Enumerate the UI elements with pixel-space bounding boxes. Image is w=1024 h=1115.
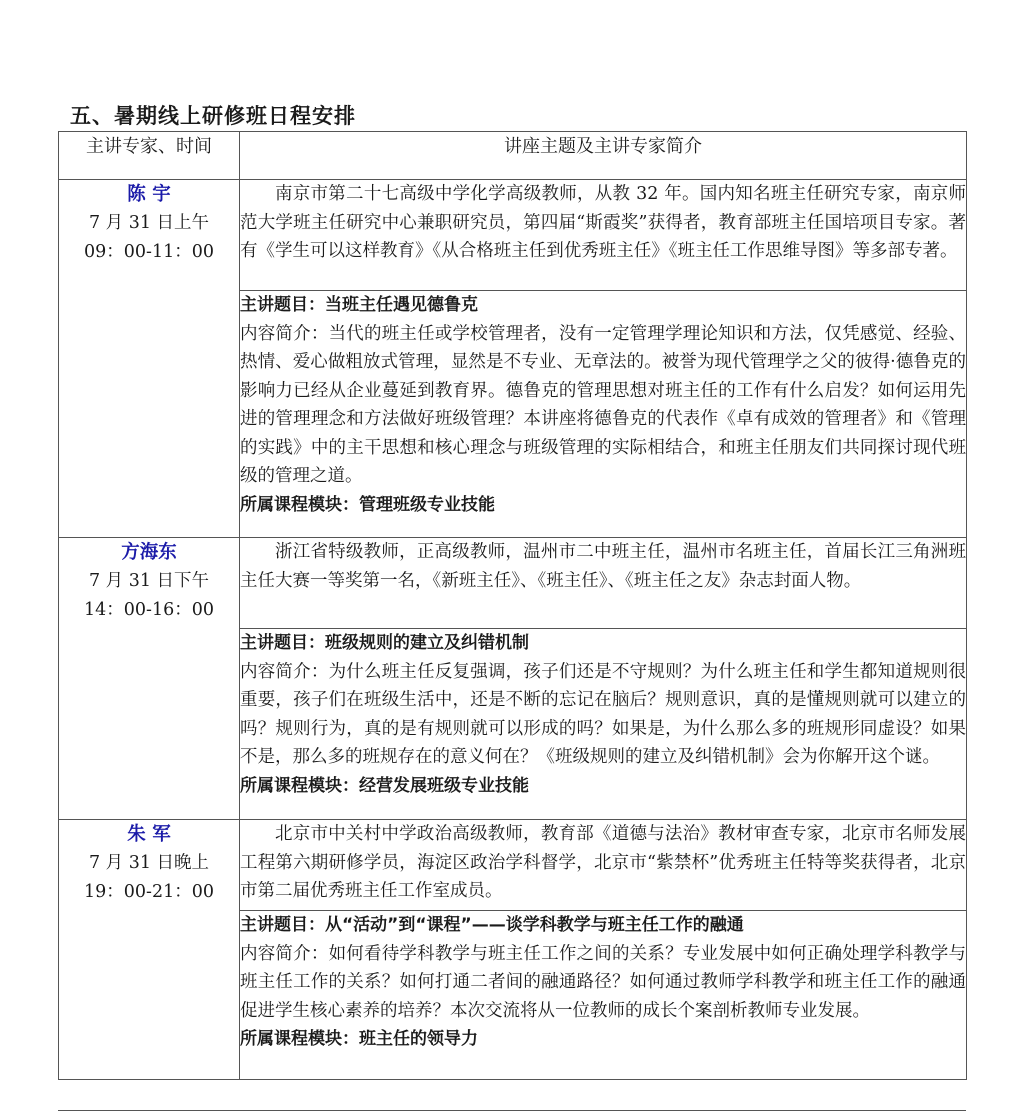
session-time: 19：00-21：00 (84, 882, 214, 902)
session-date: 7 月 31 日下午 (88, 571, 210, 591)
topic-title: 班级规则的建立及纠错机制 (325, 633, 529, 653)
intro-label: 内容简介： (240, 661, 329, 682)
topic-title: 当班主任遇见德鲁克 (325, 295, 478, 315)
topic-title: 从“活动”到“课程”——谈学科教学与班主任工作的融通 (325, 915, 744, 935)
header-expert-time: 主讲专家、时间 (59, 132, 240, 180)
header-topic-intro: 讲座主题及主讲专家简介 (240, 132, 967, 180)
intro-line (240, 320, 966, 491)
module-label: 所属课程模块： (240, 775, 359, 796)
table-header-row (59, 132, 967, 180)
expert-bio-cell (240, 538, 967, 629)
intro-label: 内容简介： (240, 323, 329, 344)
topic-label: 主讲题目： (240, 295, 325, 315)
module-line (240, 772, 966, 801)
module-name: 班主任的领导力 (359, 1029, 478, 1049)
module-line (240, 1025, 966, 1054)
topic-label: 主讲题目： (240, 633, 325, 653)
topic-cell (240, 911, 967, 1080)
expert-name: 朱 军 (127, 824, 171, 845)
session-date: 7 月 31 日上午 (88, 213, 210, 233)
intro-text: 为什么班主任反复强调，孩子们还是不守规则？为什么班主任和学生都知道规则很重要，孩子们在班级生活中，还是不断的忘记在脑后？规则意识，真的是懂规则就可以建立的吗？规则行为，真的是有规则就可以形成的吗？如果是，为什么那么多的班规形同虚设？如果不是，那么多的班规存在的意义何在？《班级规则的建立及纠错机制》会为你解开这个谜。 (240, 661, 966, 767)
expert-bio-cell (240, 820, 967, 911)
intro-label: 内容简介： (240, 943, 329, 964)
session-time: 09：00-11：00 (84, 242, 214, 262)
module-label: 所属课程模块： (240, 1029, 359, 1049)
expert-cell (59, 180, 240, 538)
expert-bio: 南京市第二十七高级中学化学高级教师，从教 32 年。国内知名班主任研究专家，南京师范大学班主任研究中心兼职研究员，第四届“斯霞奖”获得者，教育部班主任国培项目专家。著有《学生可以这样教育》《从合格班主任到优秀班主任》《班主任工作思维导图》等多部专著。 (240, 184, 966, 261)
expert-bio: 浙江省特级教师，正高级教师，温州市二中班主任，温州市名班主任，首届长江三角洲班主任大赛一等奖第一名，《新班主任》、《班主任》、《班主任之友》杂志封面人物。 (240, 542, 966, 591)
intro-text: 如何看待学科教学与班主任工作之间的关系？专业发展中如何正确处理学科教学与班主任工作的关系？如何打通二者间的融通路径？如何通过教师学科教学和班主任工作的融通促进学生核心素养的培养？本次交流将从一位教师的成长个案剖析教师专业发展。 (240, 943, 966, 1021)
expert-bio: 北京市中关村中学政治高级教师，教育部《道德与法治》教材审查专家，北京市名师发展工程第六期研修学员，海淀区政治学科督学，北京市“紫禁杯”优秀班主任特等奖获得者，北京市第二届优秀班主任工作室成员。 (240, 824, 966, 901)
module-name: 经营发展班级专业技能 (359, 775, 529, 796)
module-line (240, 491, 966, 520)
topic-line (240, 629, 966, 658)
topic-line (240, 291, 966, 320)
module-label: 所属课程模块： (240, 494, 359, 515)
section-title: 五、暑期线上研修班日程安排 (70, 104, 356, 128)
schedule-table (58, 131, 967, 1080)
table-bottom-border (58, 1110, 966, 1111)
intro-text: 当代的班主任或学校管理者，没有一定管理学理论知识和方法，仅凭感觉、经验、热情、爱心做粗放式管理，显然是不专业、无章法的。被誉为现代管理学之父的彼得·德鲁克的影响力已经从企业蔓延到教育界。德鲁克的管理思想对班主任的工作有什么启发？如何运用先进的管理理念和方法做好班级管理？本讲座将德鲁克的代表作《卓有成效的管理者》和《管理的实践》中的主干思想和核心理念与班级管理的实际相结合，和班主任朋友们共同探讨现代班级的管理之道。 (240, 323, 966, 486)
topic-cell (240, 629, 967, 820)
topic-label: 主讲题目： (240, 915, 325, 935)
expert-cell (59, 820, 240, 1080)
intro-line (240, 940, 966, 1026)
topic-cell (240, 291, 967, 538)
expert-bio-cell (240, 180, 967, 291)
topic-line (240, 911, 966, 940)
session-bio-row (59, 180, 967, 291)
session-time: 14：00-16：00 (84, 600, 214, 620)
session-date: 7 月 31 日晚上 (88, 853, 210, 873)
expert-cell (59, 538, 240, 820)
session-bio-row (59, 538, 967, 629)
module-name: 管理班级专业技能 (359, 494, 495, 515)
intro-line (240, 658, 966, 772)
expert-name: 陈 宇 (127, 184, 171, 205)
session-bio-row (59, 820, 967, 911)
expert-name: 方海东 (121, 542, 177, 563)
